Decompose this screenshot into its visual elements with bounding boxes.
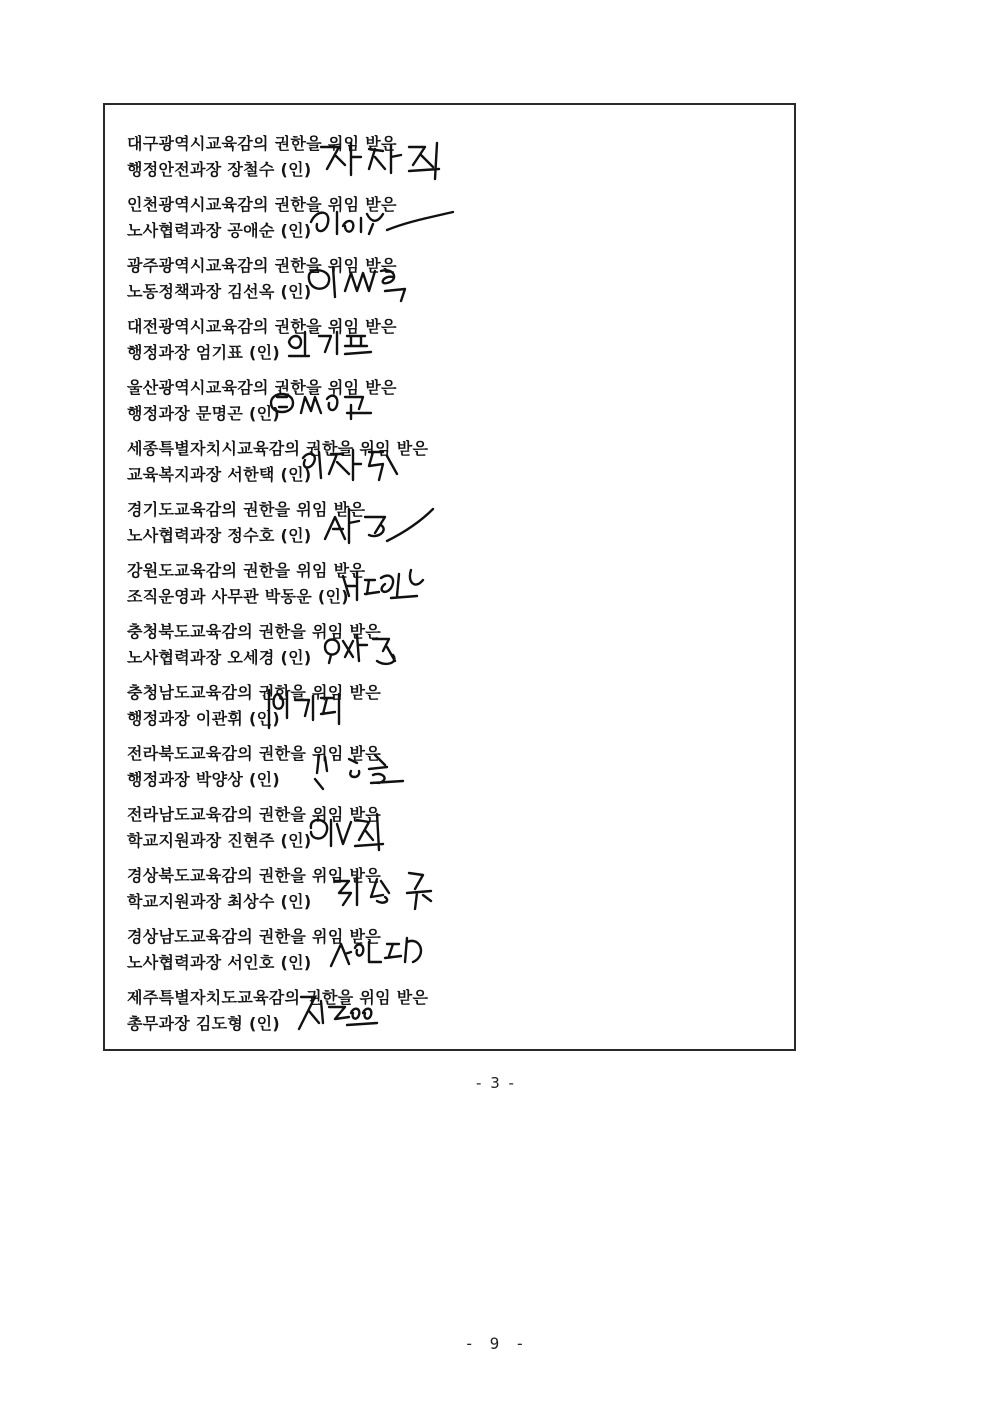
signatory-entry	[127, 253, 727, 314]
delegation-line: 제주특별자치도교육감의 권한을 위임 받은	[127, 988, 429, 1007]
signatory-name-line: 행정안전과장 장철수 (인)	[127, 160, 312, 179]
signatory-entry	[127, 497, 727, 558]
signatory-name-line: 교육복지과장 서한택 (인)	[127, 465, 312, 484]
signatory-name-line: 행정과장 문명곤 (인)	[127, 404, 281, 423]
delegation-line: 경기도교육감의 권한을 위임 받은	[127, 500, 366, 519]
delegation-line: 대전광역시교육감의 권한을 위임 받은	[127, 317, 397, 336]
delegation-line: 강원도교육감의 권한을 위임 받은	[127, 561, 366, 580]
signatory-name-line: 노동정책과장 김선옥 (인)	[127, 282, 312, 301]
signatory-entry	[127, 863, 727, 924]
scanned-signature-page	[103, 103, 796, 1051]
delegation-line: 경상남도교육감의 권한을 위임 받은	[127, 927, 381, 946]
signatory-name-line: 행정과장 엄기표 (인)	[127, 343, 281, 362]
signatory-entry	[127, 558, 727, 619]
signatory-name-line: 조직운영과 사무관 박동운 (인)	[127, 587, 349, 606]
delegation-line: 전라남도교육감의 권한을 위임 받은	[127, 805, 381, 824]
delegation-line: 전라북도교육감의 권한을 위임 받은	[127, 744, 381, 763]
signatory-name-line: 노사협력과장 오세경 (인)	[127, 648, 312, 667]
signatory-name-line: 노사협력과장 정수호 (인)	[127, 526, 312, 545]
signatory-entry	[127, 741, 727, 802]
page-number: - 9 -	[464, 1334, 528, 1353]
signatory-entry	[127, 436, 727, 497]
signatory-list	[127, 131, 727, 1046]
signatory-name-line: 학교지원과장 최상수 (인)	[127, 892, 312, 911]
delegation-line: 울산광역시교육감의 권한을 위임 받은	[127, 378, 397, 397]
signatory-entry	[127, 314, 727, 375]
inner-page-number: - 3 -	[476, 1074, 516, 1092]
signatory-entry	[127, 619, 727, 680]
signatory-entry	[127, 985, 727, 1046]
delegation-line: 세종특별자치시교육감의 권한을 위임 받은	[127, 439, 429, 458]
delegation-line: 인천광역시교육감의 권한을 위임 받은	[127, 195, 397, 214]
delegation-line: 충청남도교육감의 권한을 위임 받은	[127, 683, 381, 702]
signatory-name-line: 행정과장 박양상 (인)	[127, 770, 281, 789]
signatory-entry	[127, 924, 727, 985]
signatory-entry	[127, 802, 727, 863]
delegation-line: 충청북도교육감의 권한을 위임 받은	[127, 622, 381, 641]
signatory-entry	[127, 131, 727, 192]
signatory-name-line: 행정과장 이관휘 (인)	[127, 709, 281, 728]
delegation-line: 경상북도교육감의 권한을 위임 받은	[127, 866, 381, 885]
delegation-line: 광주광역시교육감의 권한을 위임 받은	[127, 256, 397, 275]
signatory-name-line: 노사협력과장 공애순 (인)	[127, 221, 312, 240]
signatory-entry	[127, 680, 727, 741]
signatory-entry	[127, 375, 727, 436]
signatory-name-line: 학교지원과장 진현주 (인)	[127, 831, 312, 850]
signatory-name-line: 노사협력과장 서인호 (인)	[127, 953, 312, 972]
delegation-line: 대구광역시교육감의 권한을 위임 받은	[127, 134, 397, 153]
signatory-entry	[127, 192, 727, 253]
signatory-name-line: 총무과장 김도형 (인)	[127, 1014, 281, 1033]
